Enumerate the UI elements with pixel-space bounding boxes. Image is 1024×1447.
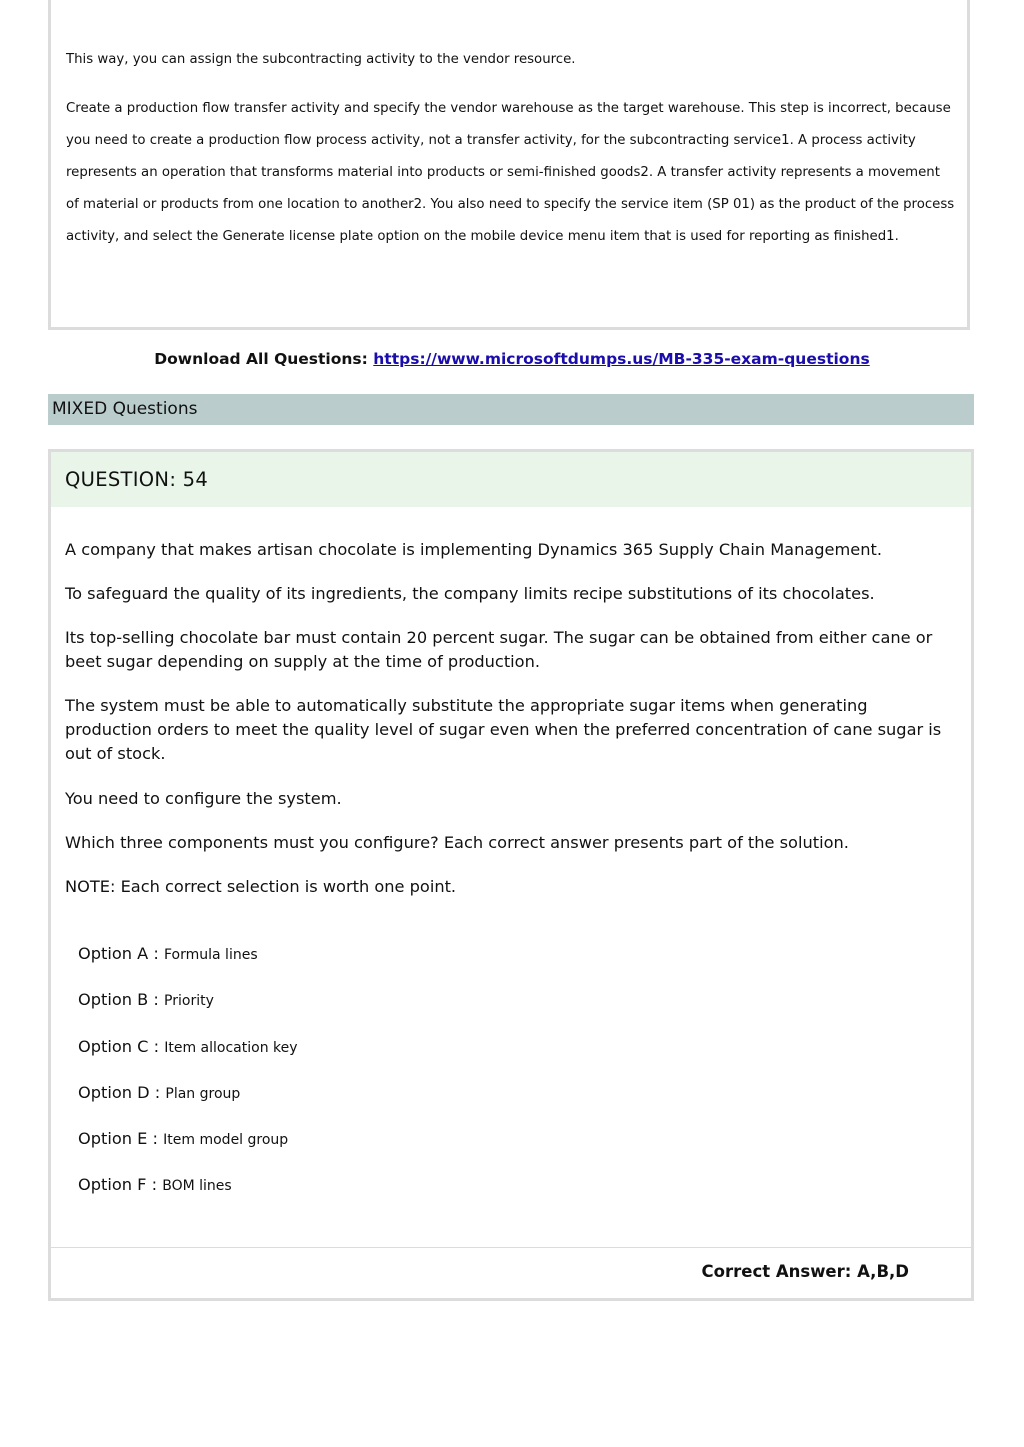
question-paragraph: Its top-selling chocolate bar must contain 20 percent sugar. The sugar can be obtained from either cane or beet sugar depending on supply at the time of production. — [65, 628, 933, 671]
option-label: Option F : — [78, 1175, 158, 1194]
option-c[interactable] — [78, 1037, 298, 1056]
question-card — [48, 449, 974, 1301]
option-label: Option D : — [78, 1083, 161, 1102]
option-label: Option E : — [78, 1129, 158, 1148]
question-paragraph: The system must be able to automatically substitute the appropriate sugar items when generating production orders to meet the quality level of sugar even when the preferred concentration of cane sugar is out of stock. — [65, 696, 942, 763]
option-label: Option C : — [78, 1037, 160, 1056]
download-label: Download All Questions: — [154, 350, 368, 368]
option-label: Option B : — [78, 990, 159, 1009]
option-value: Item model group — [163, 1132, 289, 1148]
option-e[interactable] — [78, 1129, 288, 1148]
explanation-paragraph-2: Create a production flow transfer activity and specify the vendor warehouse as the target warehouse. This step is incorrect, because you need to create a production flow process activity, not a transfer activity, for the subcontracting service1. A process activity represents an operation that transforms material into products or semi-finished goods2. A transfer activity represents a movement of material or products from one location to another2. You also need to specify the service item (SP 01) as the product of the process activity, and select the Generate license plate option on the mobile device menu item that is used for reporting as finished1. — [66, 101, 955, 244]
option-d[interactable] — [78, 1083, 240, 1102]
download-line — [0, 350, 1024, 368]
option-b[interactable] — [78, 990, 214, 1009]
question-paragraph: You need to configure the system. — [65, 789, 342, 808]
question-header: QUESTION: 54 — [51, 452, 971, 507]
option-label: Option A : — [78, 944, 159, 963]
option-value: BOM lines — [162, 1178, 232, 1194]
option-value: Item allocation key — [164, 1040, 298, 1056]
option-value: Priority — [164, 993, 214, 1009]
download-link[interactable]: https://www.microsoftdumps.us/MB-335-exam-questions — [373, 350, 870, 368]
option-value: Formula lines — [164, 947, 258, 963]
option-f[interactable] — [78, 1175, 232, 1194]
correct-answer: Correct Answer: A,B,D — [701, 1262, 909, 1281]
question-paragraph: Which three components must you configure? Each correct answer presents part of the solution. — [65, 833, 849, 852]
question-footer — [51, 1247, 971, 1299]
previous-explanation-box — [48, 0, 970, 330]
question-paragraph: A company that makes artisan chocolate is implementing Dynamics 365 Supply Chain Management. — [65, 540, 882, 559]
option-a[interactable] — [78, 944, 258, 963]
explanation-line-1: This way, you can assign the subcontracting activity to the vendor resource. — [66, 52, 576, 67]
question-note: NOTE: Each correct selection is worth one point. — [65, 877, 457, 896]
option-value: Plan group — [165, 1086, 241, 1102]
question-paragraph: To safeguard the quality of its ingredients, the company limits recipe substitutions of its chocolates. — [65, 584, 875, 603]
section-title: MIXED Questions — [48, 394, 974, 425]
